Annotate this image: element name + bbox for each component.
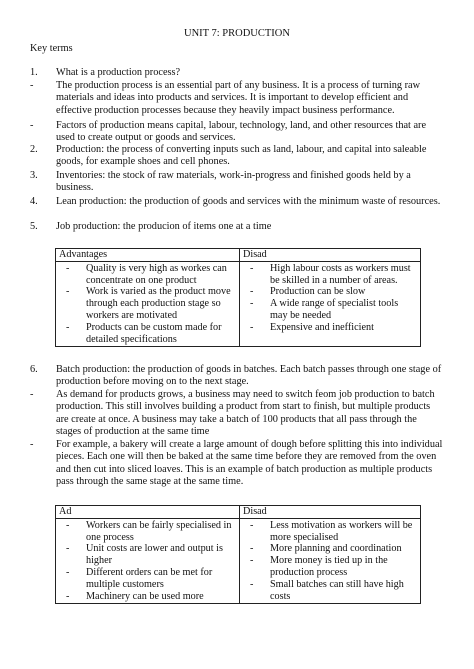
list-item	[30, 439, 444, 488]
table-header-disadvantages: Disad	[240, 249, 421, 262]
advantages-cell	[56, 261, 240, 347]
advantage-item: - Different orders can be met for multiple customers	[66, 566, 213, 590]
advantage-item: - Products can be custom made for detailed specifications	[66, 321, 222, 345]
list-marker: 4.	[30, 196, 38, 207]
list-item-text: Factors of production means capital, labour, technology, land, and other resources that are used to create output or goods and services.	[56, 120, 427, 144]
page-title: UNIT 7: PRODUCTION	[184, 28, 290, 39]
list-marker: 5.	[30, 221, 38, 232]
table-header-disadvantages: Disad	[240, 506, 421, 519]
list-item-text: Lean production: the production of goods and services with the minimum waste of resources.	[56, 196, 441, 207]
list-item	[30, 364, 444, 389]
list-item-text: As demand for products grows, a business may need to switch feom job production to batch production. This still involves building a product from start to finish, but multiple products are create at once. A business may take a batch of 100 products that all pass through the stages of production at the same time	[56, 389, 435, 437]
batch-production-table	[55, 505, 421, 604]
list-item	[30, 67, 444, 79]
advantages-cell	[56, 518, 240, 604]
list-item	[30, 170, 444, 195]
advantage-item: - Unit costs are lower and output is higher	[66, 543, 223, 567]
list-marker: -	[30, 120, 34, 131]
job-production-table	[55, 248, 421, 347]
disadvantages-cell	[240, 261, 421, 347]
list-marker: 1.	[30, 67, 38, 78]
disadvantage-item: - Less motivation as workers will be more specialised	[250, 519, 413, 543]
list-marker: -	[30, 389, 34, 400]
list-item-text: Inventories: the stock of raw materials, work-in-progress and finished goods held by a business.	[56, 170, 411, 194]
list-item	[30, 144, 444, 169]
disadvantage-item: - More money is tied up in the production process	[250, 555, 388, 578]
list-marker: 3.	[30, 170, 38, 181]
list-item-text: The production process is an essential part of any business. It is a process of turning raw materials and ideas into products and services. It is important to develop efficient and effective production processes because they heavily impact business performance.	[56, 80, 421, 116]
advantage-item: - Quality is very high as workes can concentrate on one product	[66, 262, 227, 286]
list-item-text: Job production: the producion of items one at a time	[56, 221, 272, 232]
disadvantage-item: - Production can be slow	[250, 286, 366, 298]
disadvantage-item: - High labour costs as workers must be skilled in a number of areas.	[250, 262, 411, 286]
advantage-item: - Work is varied as the product move through each production stage so workers are motivated	[66, 286, 231, 321]
section-heading: Key terms	[30, 43, 73, 54]
list-item	[30, 80, 444, 117]
list-item-text: What is a production process?	[56, 67, 181, 78]
disadvantage-item: - Small batches can still have high costs	[250, 578, 404, 602]
list-marker: 6.	[30, 364, 38, 375]
disadvantages-cell	[240, 518, 421, 604]
disadvantage-item: - More planning and coordination	[250, 543, 402, 555]
list-marker: -	[30, 439, 34, 450]
advantage-item: - Machinery can be used more	[66, 590, 204, 602]
list-item-text: Batch production: the production of goods in batches. Each batch passes through one stage of production before moving on to the next stage.	[56, 364, 442, 388]
list-item	[30, 221, 444, 233]
disadvantage-item: - A wide range of specialist tools may be needed	[250, 298, 399, 321]
table-header-advantages: Ad	[56, 506, 240, 519]
list-item	[30, 389, 444, 438]
list-item-text: For example, a bakery will create a large amount of dough before splitting this into individual pieces. Each one will then be baked at the same time before they are removed from the oven and then cut into sliced loaves. This is an example of batch production as multiple products pass through the same stage at the same time.	[56, 439, 443, 487]
list-item	[30, 120, 444, 145]
list-item-text: Production: the process of converting inputs such as land, labour, and capital into saleable goods, for example shoes and cell phones.	[56, 144, 427, 168]
list-marker: 2.	[30, 144, 38, 155]
list-marker: -	[30, 80, 34, 91]
list-item	[30, 196, 444, 208]
table-header-advantages: Advantages	[56, 249, 240, 262]
disadvantage-item: - Expensive and inefficient	[250, 321, 374, 333]
advantage-item: - Workers can be fairly specialised in one process	[66, 519, 232, 543]
